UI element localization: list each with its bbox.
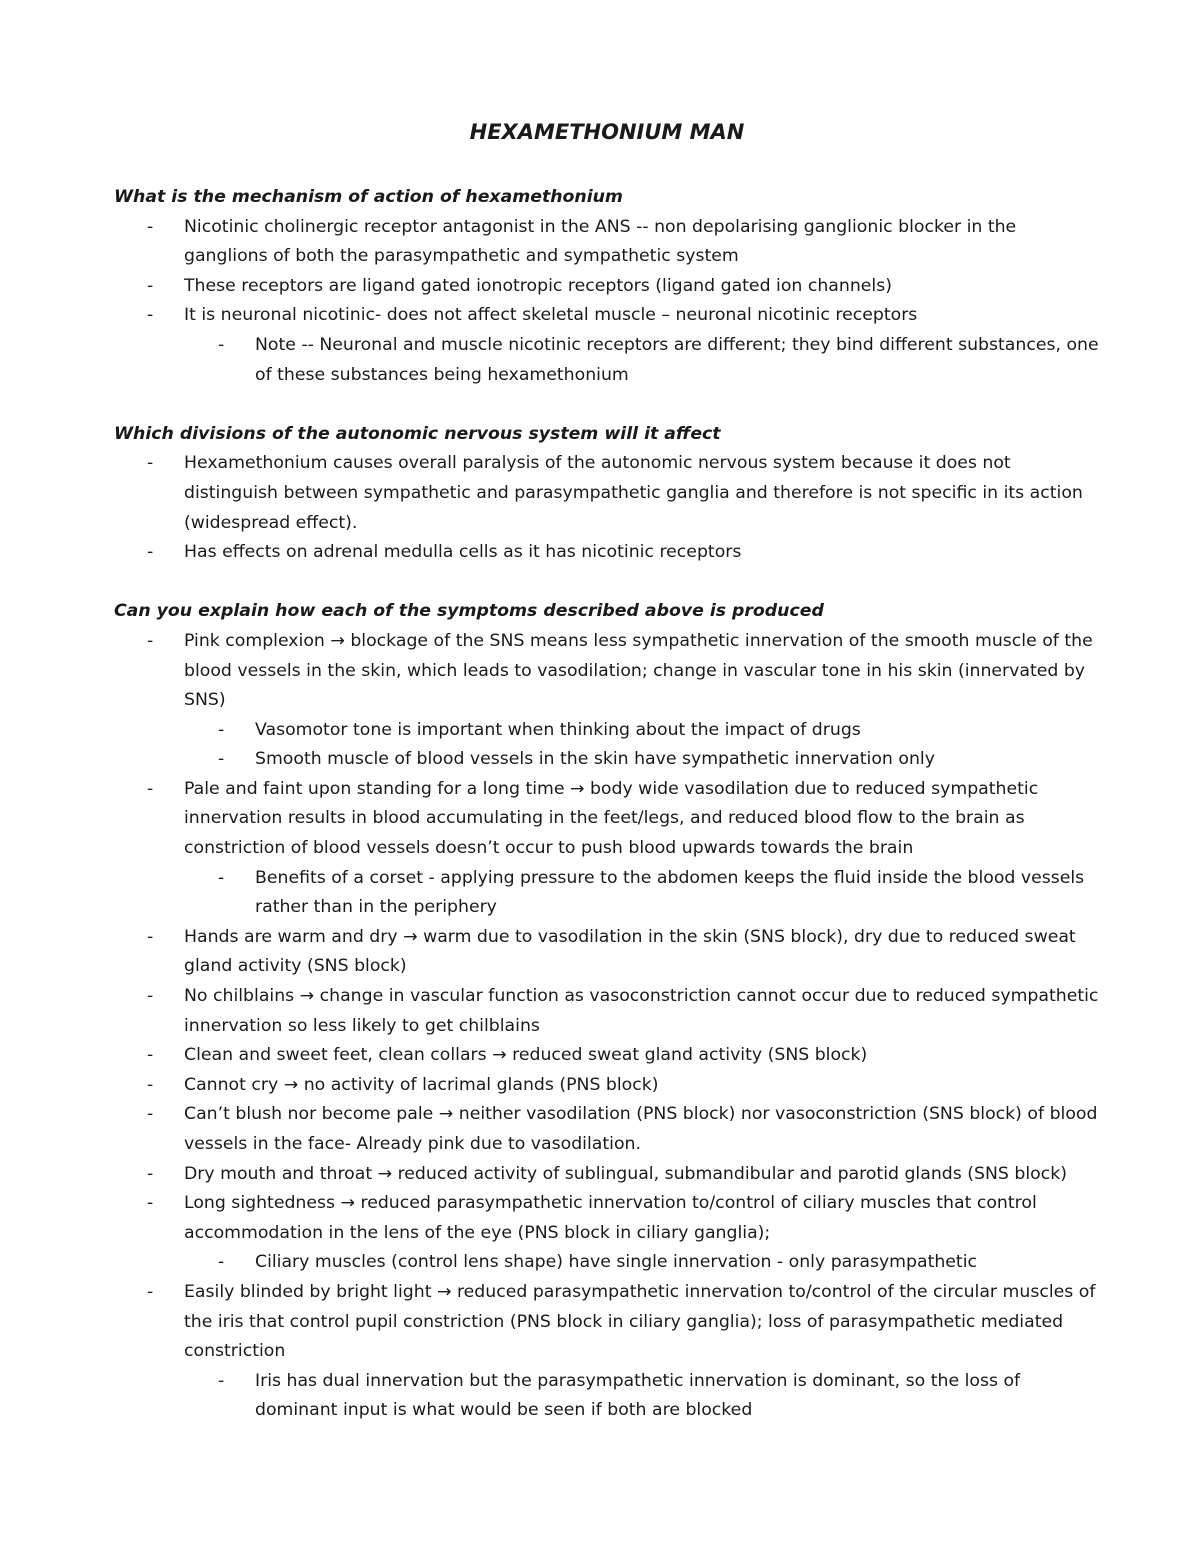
list-item <box>114 1278 1100 1426</box>
bullet-dash: - <box>147 1104 154 1125</box>
bullet-dash: - <box>218 867 225 888</box>
sub-bullet-list <box>184 716 1100 775</box>
sub-bullet-list <box>184 1367 1100 1426</box>
sub-list-item <box>114 745 1100 775</box>
section-heading: What is the mechanism of action of hexamethonium <box>114 187 623 207</box>
sub-list-item <box>114 864 1100 923</box>
list-item <box>114 449 1100 538</box>
bullet-dash: - <box>147 778 154 799</box>
list-item <box>114 1160 1100 1190</box>
sub-list-item <box>114 716 1100 746</box>
list-item <box>114 1100 1100 1159</box>
bullet-dash: - <box>147 1163 154 1184</box>
bullet-dash: - <box>147 275 154 296</box>
list-item-text: Hands are warm and dry → warm due to vasodilation in the skin (SNS block), dry due to reduced sweat gland activity (SNS block) <box>184 926 1076 977</box>
bullet-list <box>114 213 1100 391</box>
list-item-text: Pale and faint upon standing for a long time → body wide vasodilation due to reduced sympathetic innervation results in blood accumulating in the feet/legs, and reduced blood flow to the brain as constriction of blood vessels doesn’t occur to push blood upwards towards the brain <box>184 778 1039 859</box>
sub-list-item-text: Ciliary muscles (control lens shape) have single innervation - only parasympathetic <box>255 1252 978 1273</box>
list-item <box>114 538 1100 568</box>
sub-list-item-text: Vasomotor tone is important when thinking about the impact of drugs <box>255 719 861 740</box>
bullet-dash: - <box>147 630 154 651</box>
list-item-text: These receptors are ligand gated ionotropic receptors (ligand gated ion channels) <box>184 275 892 296</box>
sub-list-item-text: Benefits of a corset - applying pressure to the abdomen keeps the fluid inside the blood vessels rather than in the periphery <box>255 867 1085 918</box>
section-heading: Can you explain how each of the symptoms described above is produced <box>114 601 824 622</box>
bullet-dash: - <box>147 216 154 237</box>
list-item <box>114 923 1100 982</box>
list-item <box>114 1041 1100 1071</box>
sub-list-item-text: Iris has dual innervation but the parasympathetic innervation is dominant, so the loss of dominant input is what would be seen if both are blocked <box>255 1370 1021 1421</box>
sub-bullet-list <box>184 864 1100 923</box>
sub-list-item <box>114 1367 1100 1426</box>
bullet-list <box>114 627 1100 1426</box>
bullet-dash: - <box>147 1193 154 1214</box>
bullet-dash: - <box>147 926 154 947</box>
document-title: HEXAMETHONIUM MAN <box>469 120 745 144</box>
document-page <box>114 112 1100 1426</box>
section-mechanism <box>114 183 1100 390</box>
bullet-dash: - <box>218 1252 225 1273</box>
bullet-dash: - <box>147 305 154 326</box>
list-item <box>114 213 1100 272</box>
list-item-text: Clean and sweet feet, clean collars → reduced sweat gland activity (SNS block) <box>184 1045 868 1066</box>
bullet-dash: - <box>147 1281 154 1302</box>
bullet-dash: - <box>218 749 225 770</box>
sub-list-item <box>114 331 1100 390</box>
section-heading: Which divisions of the autonomic nervous system will it affect <box>114 423 721 444</box>
list-item <box>114 627 1100 775</box>
list-item-text: Pink complexion → blockage of the SNS means less sympathetic innervation of the smooth muscle of the blood vessels in the skin, which leads to vasodilation; change in vascular tone in his skin (innervated by SNS) <box>184 630 1093 711</box>
list-item-text: Cannot cry → no activity of lacrimal glands (PNS block) <box>184 1074 659 1095</box>
bullet-dash: - <box>147 986 154 1007</box>
list-item-text: Long sightedness → reduced parasympathetic innervation to/control of ciliary muscles that control accommodation in the lens of the eye (PNS block in ciliary ganglia); <box>184 1193 1037 1243</box>
list-item-text: No chilblains → change in vascular function as vasoconstriction cannot occur due to reduced sympathetic innervation so less likely to get chilblains <box>184 986 1099 1036</box>
sub-bullet-list <box>184 331 1100 390</box>
sub-bullet-list <box>184 1248 1100 1278</box>
sub-list-item-text: Smooth muscle of blood vessels in the skin have sympathetic innervation only <box>255 749 935 770</box>
list-item-text: It is neuronal nicotinic- does not affect skeletal muscle – neuronal nicotinic receptors <box>184 305 918 326</box>
sub-list-item <box>114 1248 1100 1278</box>
list-item <box>114 272 1100 302</box>
bullet-dash: - <box>147 1045 154 1066</box>
bullet-dash: - <box>218 334 225 355</box>
list-item <box>114 1189 1100 1278</box>
section-symptoms <box>114 597 1100 1426</box>
bullet-dash: - <box>218 719 225 740</box>
list-item <box>114 301 1100 390</box>
bullet-dash: - <box>218 1370 225 1391</box>
sub-list-item-text: Note -- Neuronal and muscle nicotinic receptors are different; they bind different substances, one of these substances being hexamethonium <box>255 334 1099 385</box>
list-item <box>114 982 1100 1041</box>
list-item-text: Hexamethonium causes overall paralysis of the autonomic nervous system because it does not distinguish between sympathetic and parasympathetic ganglia and therefore is not specific in its action (widespread effect). <box>184 453 1083 533</box>
list-item-text: Easily blinded by bright light → reduced parasympathetic innervation to/control of the circular muscles of the iris that control pupil constriction (PNS block in ciliary ganglia); loss of parasympathetic mediated constriction <box>184 1281 1096 1362</box>
bullet-list <box>114 449 1100 567</box>
list-item <box>114 1071 1100 1101</box>
bullet-dash: - <box>147 453 154 474</box>
list-item <box>114 775 1100 923</box>
section-divisions <box>114 420 1100 568</box>
list-item-text: Dry mouth and throat → reduced activity of sublingual, submandibular and parotid glands (SNS block) <box>184 1163 1067 1184</box>
bullet-dash: - <box>147 542 154 563</box>
list-item-text: Nicotinic cholinergic receptor antagonist in the ANS -- non depolarising ganglionic blocker in the ganglions of both the parasympathetic and sympathetic system <box>184 216 1017 267</box>
list-item-text: Can’t blush nor become pale → neither vasodilation (PNS block) nor vasoconstriction (SNS block) of blood vessels in the face- Already pink due to vasodilation. <box>184 1104 1098 1154</box>
list-item-text: Has effects on adrenal medulla cells as it has nicotinic receptors <box>184 542 742 563</box>
bullet-dash: - <box>147 1074 154 1095</box>
